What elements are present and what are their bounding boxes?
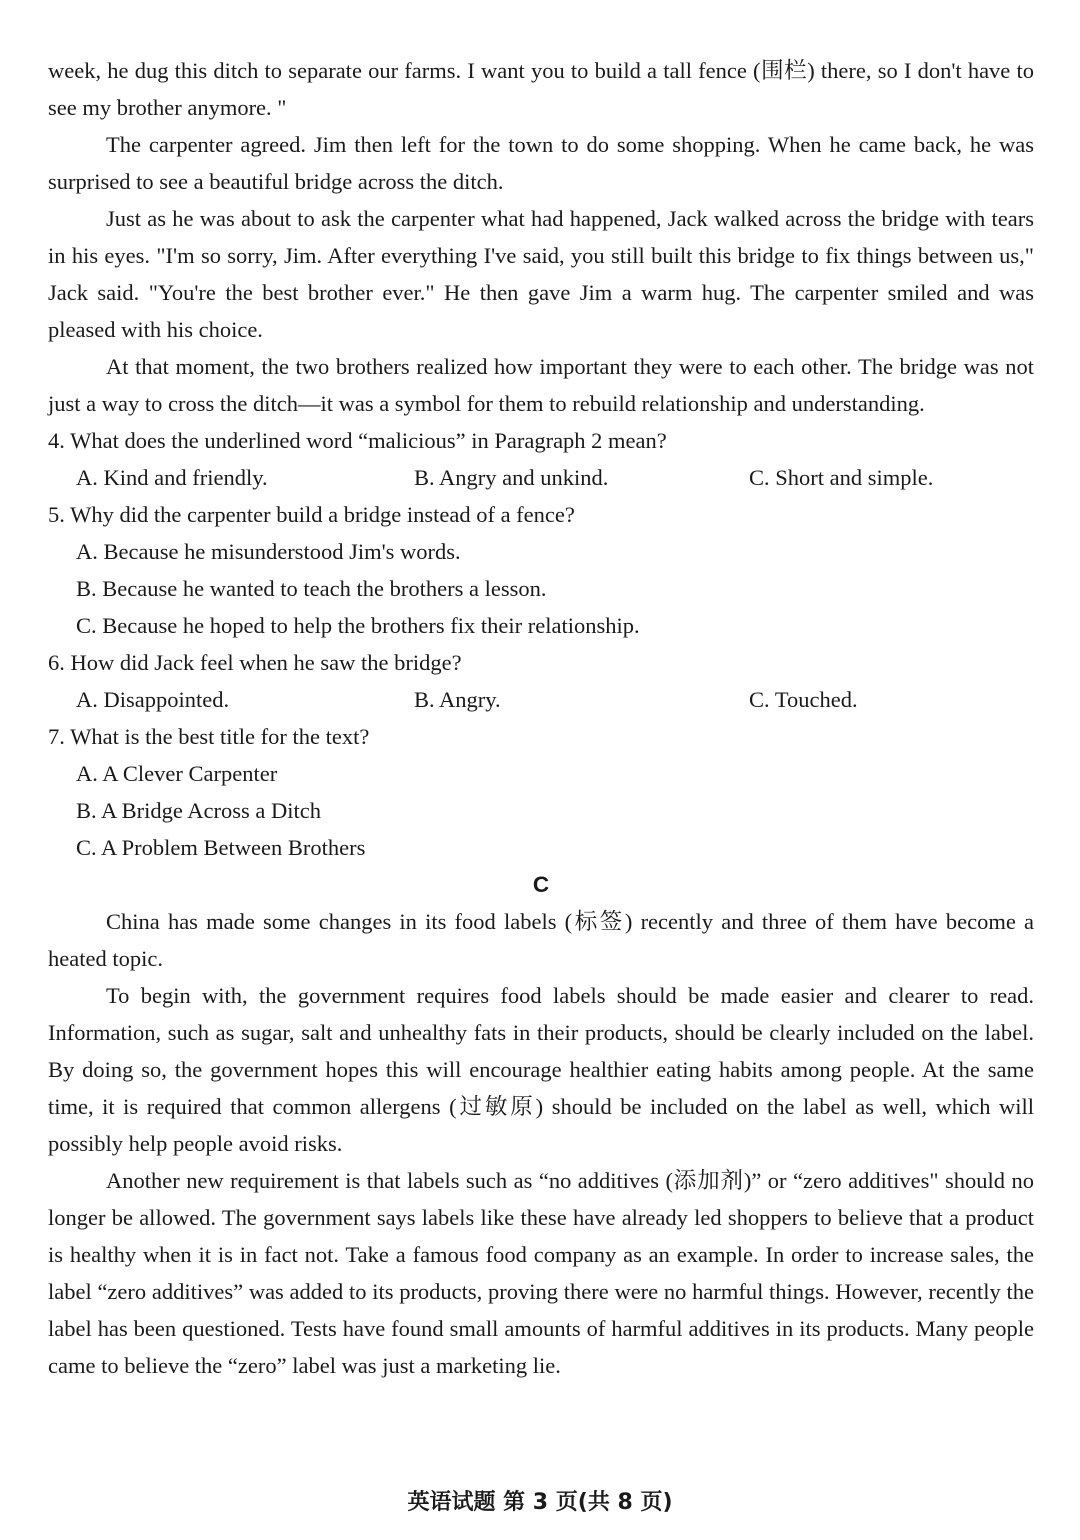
passage-b-paragraph: Just as he was about to ask the carpenter what had happened, Jack walked across the bridge with tears in his eyes. "I'm so sorry, Jim. After everything I've said, you still built this bridge to fix things between us," Jack said. "You're the best brother ever." He then gave Jim a warm hug. The carpenter smiled and was pleased with his choice.: [48, 206, 1034, 342]
question-7-option-c[interactable]: C. A Problem Between Brothers: [76, 835, 366, 860]
question-4-option-b[interactable]: B. Angry and unkind.: [414, 465, 609, 490]
question-5-option-c[interactable]: C. Because he hoped to help the brothers fix their relationship.: [76, 613, 640, 638]
page-footer: 英语试题 第 3 页(共 8 页): [407, 1490, 673, 1515]
question-6-option-b[interactable]: B. Angry.: [414, 687, 501, 712]
question-6-stem: 6. How did Jack feel when he saw the bridge?: [48, 650, 462, 675]
question-5-option-a[interactable]: A. Because he misunderstood Jim's words.: [76, 539, 461, 564]
question-4-option-c[interactable]: C. Short and simple.: [749, 465, 934, 490]
passage-b-paragraph: The carpenter agreed. Jim then left for the town to do some shopping. When he came back, he was surprised to see a beautiful bridge across the ditch.: [48, 132, 1034, 194]
question-4-options: [48, 459, 1034, 496]
question-4-stem: 4. What does the underlined word “malicious” in Paragraph 2 mean?: [48, 428, 667, 453]
question-7-option-a[interactable]: A. A Clever Carpenter: [76, 761, 278, 786]
question-6-option-a[interactable]: A. Disappointed.: [76, 687, 230, 712]
section-c-paragraph: Another new requirement is that labels such as “no additives (添加剂)” or “zero additives" should no longer be allowed. The government says labels like these have already led shoppers to believe that a product is healthy when it is in fact not. Take a famous food company as an example. In order to increase sales, the label “zero additives” was added to its products, proving there were no harmful things. However, recently the label has been questioned. Tests have found small amounts of harmful additives in its products. Many people came to believe the “zero” label was just a marketing lie.: [48, 1168, 1034, 1378]
question-5-option-b[interactable]: B. Because he wanted to teach the brothers a lesson.: [76, 576, 547, 601]
section-c-paragraph: To begin with, the government requires food labels should be made easier and clearer to read. Information, such as sugar, salt and unhealthy fats in their products, should be clearly included on the label. By doing so, the government hopes this will encourage healthier eating habits among people. At the same time, it is required that common allergens (过敏原) should be included on the label as well, which will possibly help people avoid risks.: [48, 983, 1034, 1156]
question-4-option-a[interactable]: A. Kind and friendly.: [76, 465, 268, 490]
section-c-paragraph: China has made some changes in its food labels (标签) recently and three of them have become a heated topic.: [48, 909, 1034, 971]
passage-b-paragraph: At that moment, the two brothers realized how important they were to each other. The bridge was not just a way to cross the ditch—it was a symbol for them to rebuild relationship and understanding.: [48, 354, 1034, 416]
question-7-option-b[interactable]: B. A Bridge Across a Ditch: [76, 798, 321, 823]
question-6-options: [48, 681, 1034, 718]
passage-b-continuation: week, he dug this ditch to separate our farms. I want you to build a tall fence (围栏) there, so I don't have to see my brother anymore. ": [48, 58, 1034, 120]
section-c-heading: C: [532, 872, 550, 897]
question-6-option-c[interactable]: C. Touched.: [749, 687, 858, 712]
question-7-stem: 7. What is the best title for the text?: [48, 724, 370, 749]
question-5-stem: 5. Why did the carpenter build a bridge instead of a fence?: [48, 502, 575, 527]
